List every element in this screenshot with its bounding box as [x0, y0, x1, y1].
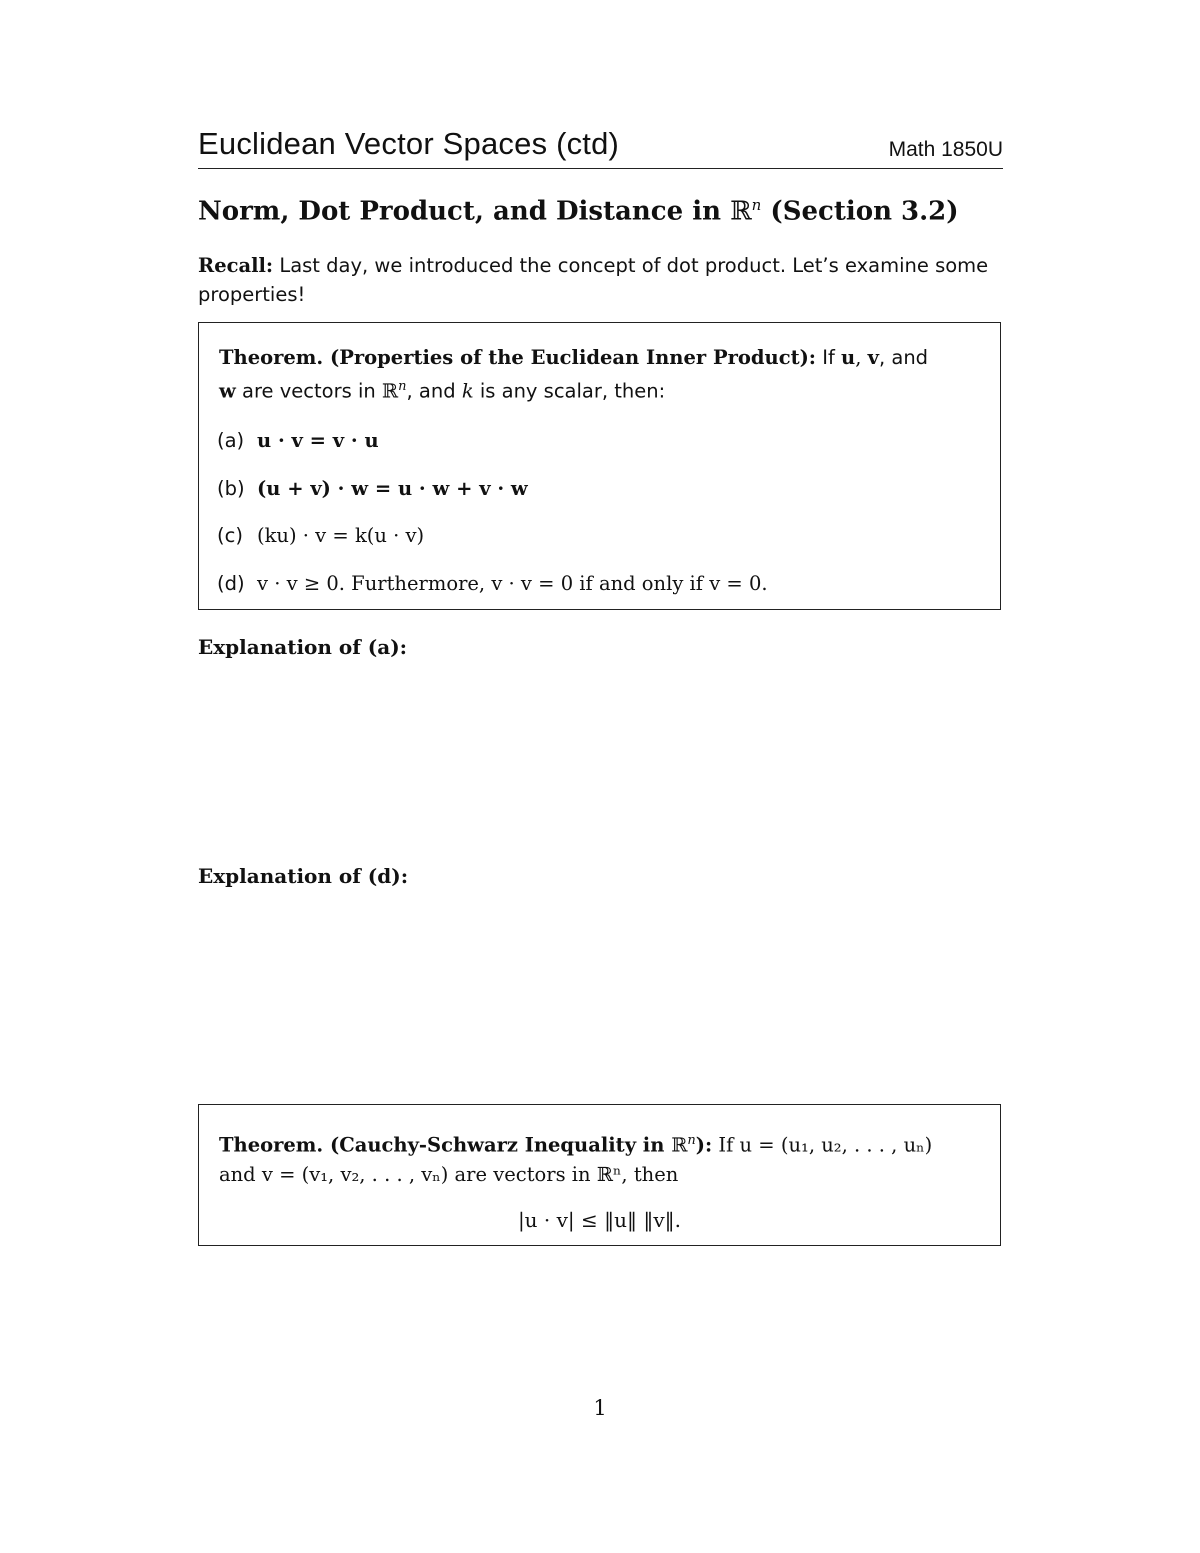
section-title-sup: n: [751, 196, 762, 214]
item-c-expr: (ku) · v = k(u · v): [257, 524, 425, 547]
page-number: 1: [593, 1396, 607, 1420]
theorem1-item-d: [217, 572, 768, 595]
theorem1-line2: are vectors in: [235, 379, 382, 403]
explanation-d-heading: Explanation of (d):: [198, 864, 409, 888]
theorem2-line2: and v = (v₁, v₂, . . . , vₙ) are vectors in ℝⁿ, then: [219, 1162, 679, 1186]
theorem2-label: Theorem.: [219, 1133, 324, 1157]
theorem1-item-b: [217, 477, 528, 500]
theorem2-space: ℝ: [671, 1133, 688, 1157]
item-d-expr: v · v ≥ 0. Furthermore, v · v = 0 if and only if v = 0.: [257, 572, 768, 595]
theorem-box-inner-product: [198, 322, 1001, 610]
explanation-a-heading: Explanation of (a):: [198, 635, 408, 659]
theorem-box-cauchy-schwarz: [198, 1104, 1001, 1246]
item-a-expr: u · v = v · u: [257, 429, 379, 452]
theorem2-line1: If u = (u₁, u₂, . . . , uₙ): [712, 1133, 933, 1157]
theorem1-if: If: [816, 346, 842, 369]
theorem1-u: u: [841, 346, 856, 369]
theorem1-w: w: [219, 379, 236, 403]
theorem1-item-c: [217, 524, 424, 547]
item-c-label: (c): [217, 524, 243, 547]
item-b-expr: (u + v) · w = u · w + v · w: [257, 477, 528, 500]
section-title-space: ℝ: [730, 196, 752, 227]
theorem1-line2-tail: is any scalar, then:: [473, 379, 666, 403]
item-a-label: (a): [217, 429, 245, 452]
recall-label: Recall:: [198, 254, 274, 277]
theorem2-sup: n: [687, 1133, 696, 1148]
theorem1-sup: n: [398, 379, 407, 394]
theorem1-k: k: [461, 379, 474, 403]
theorem1-name: (Properties of the Euclidean Inner Product):: [323, 346, 817, 369]
theorem2-name: (Cauchy-Schwarz Inequality in: [323, 1133, 672, 1157]
theorem1-v: v: [867, 346, 879, 369]
item-d-label: (d): [217, 572, 245, 595]
recall-text: Last day, we introduced the concept of dot product. Let’s examine some properties!: [198, 254, 989, 306]
theorem2-name-end: ):: [695, 1133, 713, 1157]
theorem1-line2-end: , and: [406, 379, 462, 403]
cauchy-schwarz-equation: |u · v| ≤ ‖u‖ ‖v‖.: [517, 1208, 682, 1232]
section-title-post: (Section 3.2): [761, 196, 959, 227]
section-title-pre: Norm, Dot Product, and Distance in: [198, 196, 731, 227]
theorem1-space: ℝ: [381, 379, 399, 403]
theorem2-statement: [219, 1126, 989, 1189]
theorem1-item-a: [217, 429, 379, 452]
recall-paragraph: [198, 251, 1008, 309]
theorem1-statement: Theorem. (Properties of the Euclidean Inner Product): If u, v, and w are vectors in ℝ$^n$, and k is any scalar, then:: [219, 346, 929, 403]
theorem1-label: Theorem.: [219, 346, 324, 369]
header-rule: [198, 168, 1003, 169]
page-header-title: Euclidean Vector Spaces (ctd): [198, 126, 620, 161]
theorem1-and: , and: [878, 346, 929, 369]
item-b-label: (b): [217, 477, 245, 500]
section-title: [198, 196, 959, 227]
course-code: Math 1850U: [888, 138, 1003, 161]
